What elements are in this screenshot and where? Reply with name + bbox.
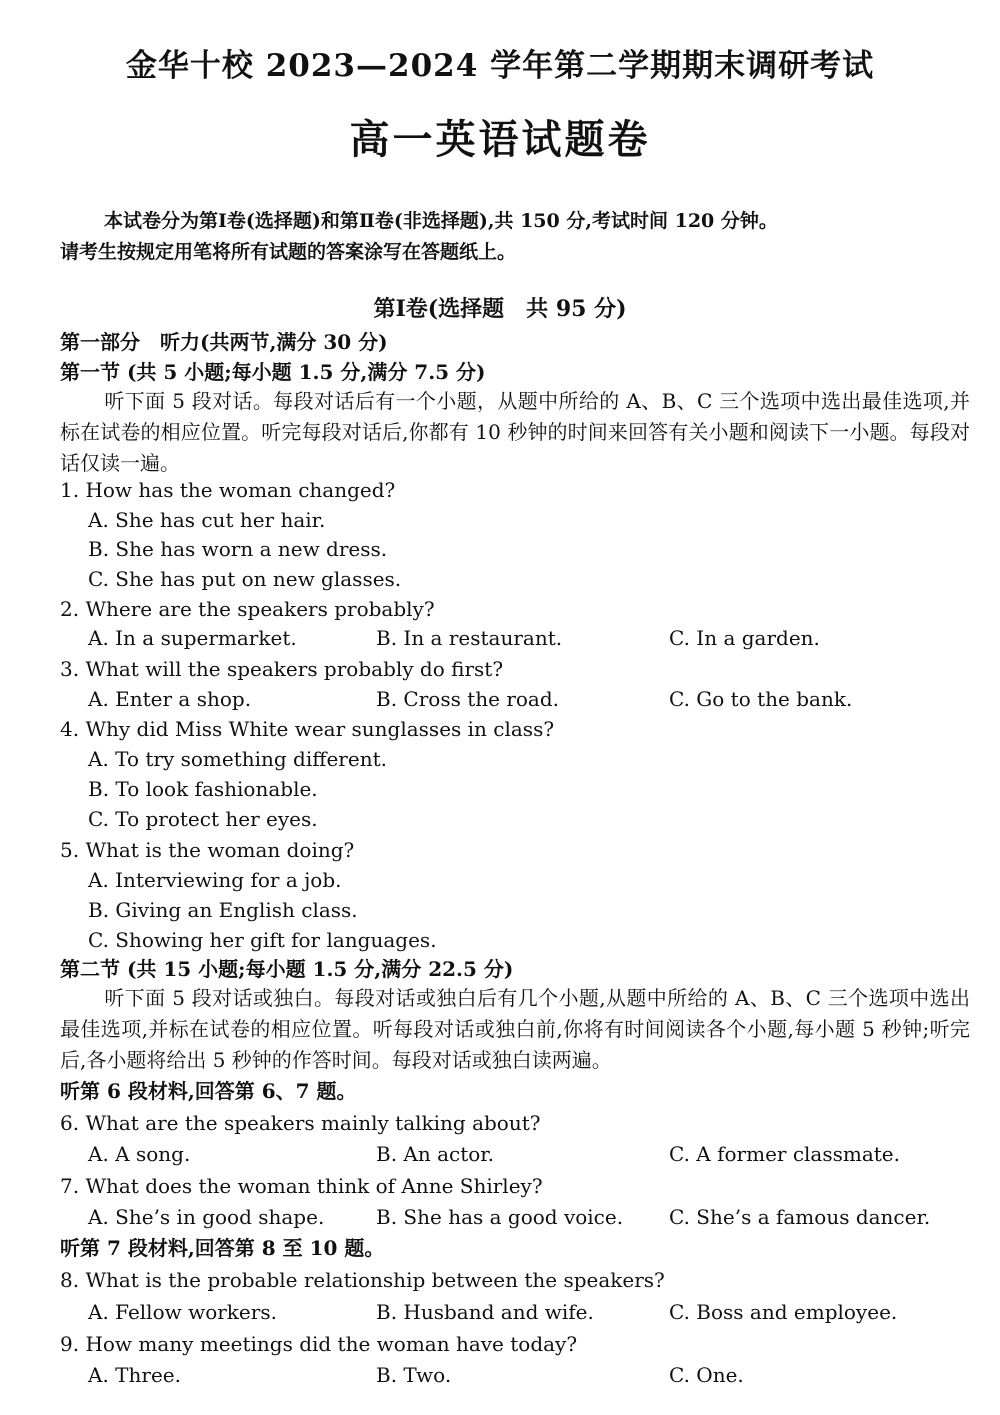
exam-intro [60,206,965,268]
question-5-option-c[interactable]: C. Showing her gift for languages. [88,928,437,952]
question-5-option-a[interactable]: A. Interviewing for a job. [88,868,342,892]
question-8-option-a[interactable]: A. Fellow workers. [88,1300,277,1324]
section-1-title: 第一节 (共 5 小题;每小题 1.5 分,满分 7.5 分) [60,360,486,384]
intro-line-1: 本试卷分为第Ⅰ卷(选择题)和第Ⅱ卷(非选择题),共 150 分,考试时间 120 分钟。 [104,210,778,232]
material-6-note: 听第 6 段材料,回答第 6、7 题。 [60,1079,357,1103]
question-1-option-c[interactable]: C. She has put on new glasses. [88,567,402,591]
question-3-stem: 3. What will the speakers probably do first? [60,657,504,681]
intro-line-2: 请考生按规定用笔将所有试题的答案涂写在答题纸上。 [60,241,517,263]
question-4-option-c[interactable]: C. To protect her eyes. [88,807,318,831]
question-7-stem: 7. What does the woman think of Anne Shirley? [60,1174,543,1198]
section-1-instructions-text: 听下面 5 段对话。每段对话后有一个小题，从题中所给的 A、B、C 三个选项中选出最佳选项,并标在试卷的相应位置。听完每段对话后,你都有 10 秒钟的时间来回答有关小题和阅读下一小题。每段对话仅读一遍。 [60,389,970,475]
question-9-option-b[interactable]: B. Two. [376,1363,452,1387]
question-4-stem: 4. Why did Miss White wear sunglasses in class? [60,717,555,741]
question-4-option-b[interactable]: B. To look fashionable. [88,777,318,801]
question-4-option-a[interactable]: A. To try something different. [88,747,387,771]
question-7-option-a[interactable]: A. She’s in good shape. [88,1205,325,1229]
question-8-stem: 8. What is the probable relationship between the speakers? [60,1268,665,1292]
question-2-option-a[interactable]: A. In a supermarket. [88,626,297,650]
question-2-option-c[interactable]: C. In a garden. [669,626,820,650]
question-2-option-b[interactable]: B. In a restaurant. [376,626,563,650]
question-3-option-b[interactable]: B. Cross the road. [376,687,559,711]
exam-subtitle: 高一英语试题卷 [349,116,651,163]
question-7-option-c[interactable]: C. She’s a famous dancer. [669,1205,931,1229]
question-9-option-a[interactable]: A. Three. [88,1363,181,1387]
section-2-instructions-text: 听下面 5 段对话或独白。每段对话或独白后有几个小题,从题中所给的 A、B、C 三个选项中选出最佳选项,并标在试卷的相应位置。听每段对话或独白前,你将有时间阅读各个小题,每小题 5 秒钟;听完后,各小题将给出 5 秒钟的作答时间。每段对话或独白读两遍。 [60,986,970,1072]
section-1-instructions [60,386,970,479]
question-1-stem: 1. How has the woman changed? [60,478,396,502]
question-5-stem: 5. What is the woman doing? [60,838,355,862]
question-3-option-c[interactable]: C. Go to the bank. [669,687,853,711]
volume-1-heading: 第Ⅰ卷(选择题 共 95 分) [373,296,627,322]
question-1-option-a[interactable]: A. She has cut her hair. [88,508,326,532]
question-2-stem: 2. Where are the speakers probably? [60,597,435,621]
material-7-note: 听第 7 段材料,回答第 8 至 10 题。 [60,1236,385,1260]
question-6-option-c[interactable]: C. A former classmate. [669,1142,900,1166]
question-6-option-b[interactable]: B. An actor. [376,1142,495,1166]
question-9-stem: 9. How many meetings did the woman have today? [60,1332,578,1356]
question-5-option-b[interactable]: B. Giving an English class. [88,898,358,922]
question-6-option-a[interactable]: A. A song. [88,1142,191,1166]
part-1-title: 第一部分 听力(共两节,满分 30 分) [60,330,388,354]
question-8-option-b[interactable]: B. Husband and wife. [376,1300,594,1324]
question-7-option-b[interactable]: B. She has a good voice. [376,1205,624,1229]
question-9-option-c[interactable]: C. One. [669,1363,744,1387]
question-6-stem: 6. What are the speakers mainly talking about? [60,1111,541,1135]
exam-title: 金华十校 2023—2024 学年第二学期期末调研考试 [125,48,875,84]
question-1-option-b[interactable]: B. She has worn a new dress. [88,537,388,561]
section-2-title: 第二节 (共 15 小题;每小题 1.5 分,满分 22.5 分) [60,957,514,981]
section-2-instructions [60,983,970,1076]
question-3-option-a[interactable]: A. Enter a shop. [88,687,252,711]
question-8-option-c[interactable]: C. Boss and employee. [669,1300,898,1324]
